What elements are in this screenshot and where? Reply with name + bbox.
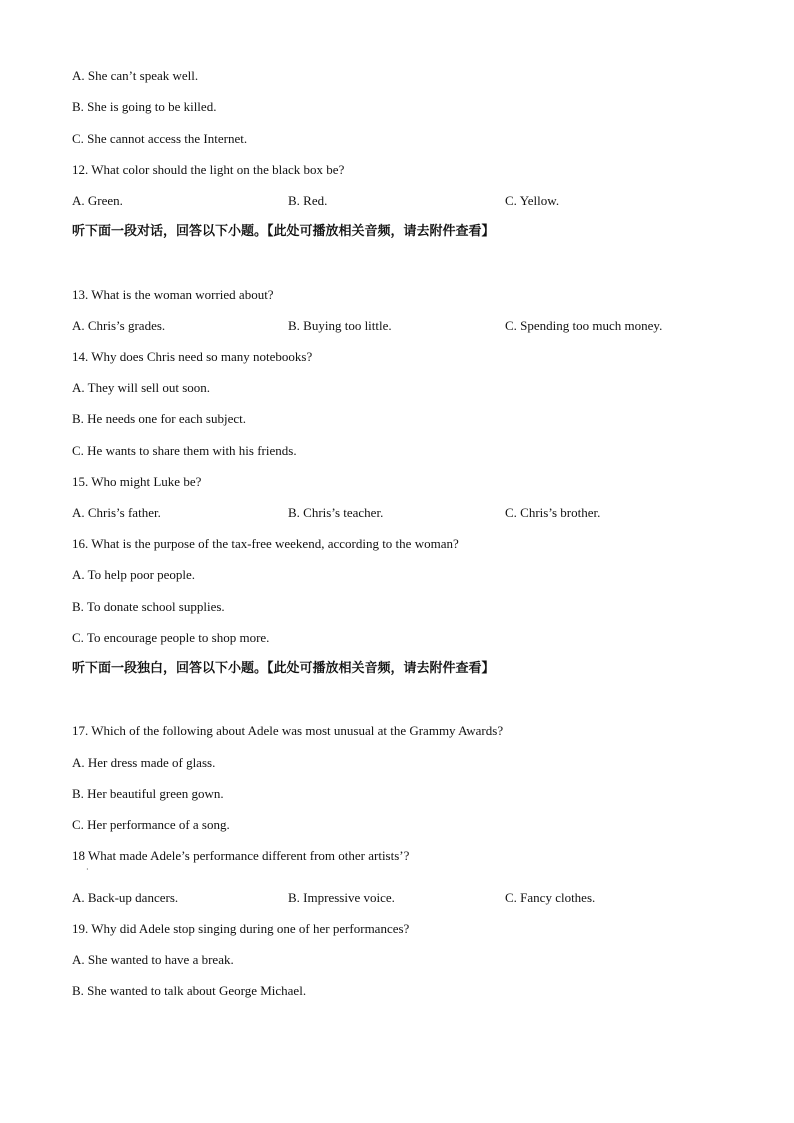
q17-option-a: A. Her dress made of glass. <box>72 755 216 770</box>
q12-option-a: A. Green. <box>72 193 123 208</box>
q11-option-c: C. She cannot access the Internet. <box>72 131 248 146</box>
q13-question: 13. What is the woman worried about? <box>72 287 274 302</box>
q16-option-b: B. To donate school supplies. <box>72 599 225 614</box>
q16-question: 16. What is the purpose of the tax-free weekend, according to the woman? <box>72 536 459 551</box>
q17-question: 17. Which of the following about Adele was most unusual at the Grammy Awards? <box>72 723 504 738</box>
q13-option-b: B. Buying too little. <box>288 318 392 333</box>
q16-option-a: A. To help poor people. <box>72 567 196 582</box>
stray-dot: · <box>86 865 89 874</box>
q12-option-c: C. Yellow. <box>505 193 560 208</box>
q13-option-a: A. Chris’s grades. <box>72 318 166 333</box>
q17-option-c: C. Her performance of a song. <box>72 817 230 832</box>
q19-question: 19. Why did Adele stop singing during one of her performances? <box>72 921 410 936</box>
q14-question: 14. Why does Chris need so many notebooks? <box>72 349 313 364</box>
q19-option-a: A. She wanted to have a break. <box>72 952 234 967</box>
q18-option-a: A. Back-up dancers. <box>72 890 179 905</box>
q11-option-b: B. She is going to be killed. <box>72 99 217 114</box>
q12-question: 12. What color should the light on the black box be? <box>72 162 345 177</box>
q14-option-c: C. He wants to share them with his friends. <box>72 443 297 458</box>
q14-option-a: A. They will sell out soon. <box>72 380 211 395</box>
q15-question: 15. Who might Luke be? <box>72 474 202 489</box>
q18-option-c: C. Fancy clothes. <box>505 890 596 905</box>
q16-option-c: C. To encourage people to shop more. <box>72 630 270 645</box>
q12-option-b: B. Red. <box>288 193 328 208</box>
instruction-dialogue: 听下面一段对话，回答以下小题。【此处可播放相关音频，请去附件查看】 <box>72 224 495 239</box>
q11-option-a: A. She can’t speak well. <box>72 68 199 83</box>
q18-option-b: B. Impressive voice. <box>288 890 395 905</box>
q17-option-b: B. Her beautiful green gown. <box>72 786 224 801</box>
q15-option-b: B. Chris’s teacher. <box>288 505 384 520</box>
q14-option-b: B. He needs one for each subject. <box>72 411 246 426</box>
instruction-monologue: 听下面一段独白，回答以下小题。【此处可播放相关音频，请去附件查看】 <box>72 661 495 676</box>
q15-option-a: A. Chris’s father. <box>72 505 161 520</box>
q18-question: 18 What made Adele’s performance different from other artists’? <box>72 848 410 863</box>
q13-option-c: C. Spending too much money. <box>505 318 663 333</box>
q19-option-b: B. She wanted to talk about George Michael. <box>72 983 307 998</box>
q15-option-c: C. Chris’s brother. <box>505 505 601 520</box>
